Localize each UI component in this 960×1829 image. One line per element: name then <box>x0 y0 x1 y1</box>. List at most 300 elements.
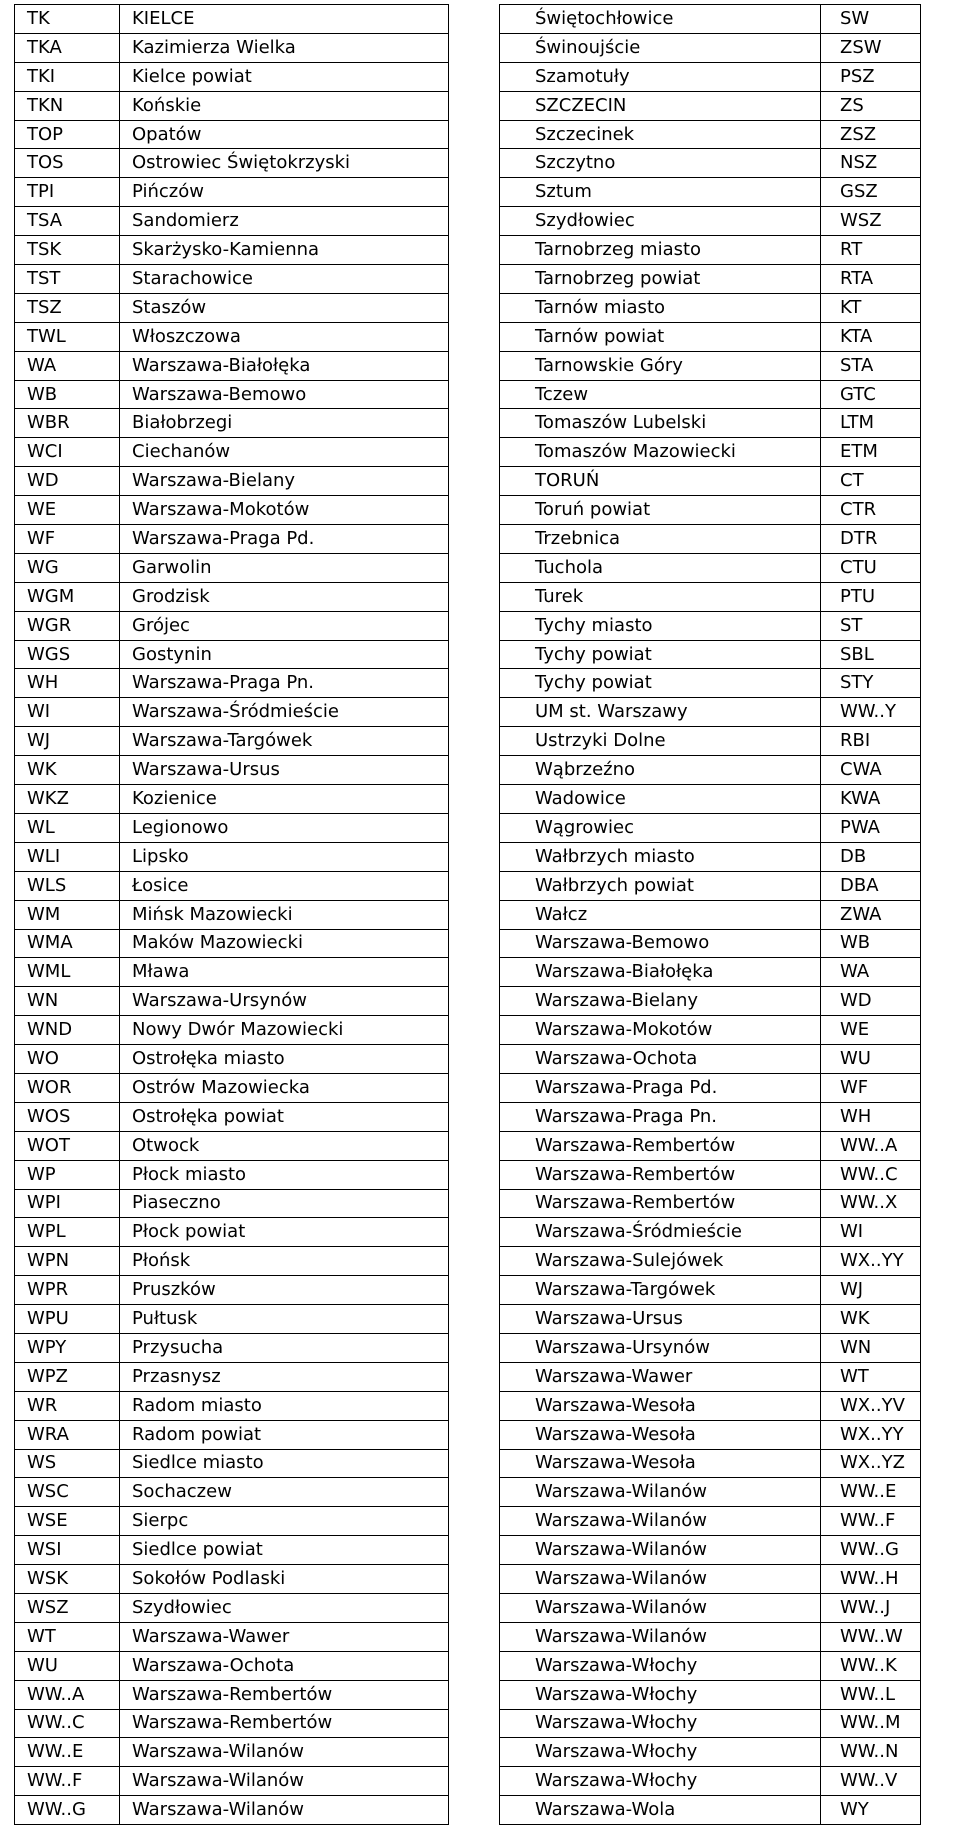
district-name-cell: Tychy miasto <box>500 611 821 640</box>
table-row <box>15 871 449 900</box>
table-row <box>15 236 449 265</box>
table-row <box>500 756 921 785</box>
plate-code-cell: WW..Y <box>821 698 921 727</box>
table-row <box>500 1565 921 1594</box>
table-row <box>500 900 921 929</box>
district-name-cell: Warszawa-Wilanów <box>500 1536 821 1565</box>
district-name-cell: Mińsk Mazowiecki <box>120 900 449 929</box>
district-name-cell: Pińczów <box>120 178 449 207</box>
table-row <box>500 207 921 236</box>
plate-code-cell: TOP <box>15 120 120 149</box>
plate-code-cell: WX..YY <box>821 1247 921 1276</box>
district-name-cell: Warszawa-Rembertów <box>120 1709 449 1738</box>
plate-code-cell: WF <box>15 525 120 554</box>
plate-code-cell: DTR <box>821 525 921 554</box>
plate-code-cell: WW..A <box>821 1131 921 1160</box>
table-row <box>15 1073 449 1102</box>
plate-code-cell: PTU <box>821 582 921 611</box>
plate-code-cell: WPL <box>15 1218 120 1247</box>
district-name-cell: Sokołów Podlaski <box>120 1565 449 1594</box>
table-row <box>15 929 449 958</box>
table-row <box>500 669 921 698</box>
district-name-cell: Tczew <box>500 380 821 409</box>
table-row <box>500 1507 921 1536</box>
table-row <box>500 33 921 62</box>
table-row <box>15 1709 449 1738</box>
district-name-cell: Warszawa-Białołęka <box>120 351 449 380</box>
district-name-cell: Grodzisk <box>120 582 449 611</box>
plate-code-cell: WGR <box>15 611 120 640</box>
table-row <box>15 727 449 756</box>
table-row <box>15 1796 449 1825</box>
plate-code-cell: WW..G <box>821 1536 921 1565</box>
table-row <box>500 1189 921 1218</box>
plate-code-cell: KWA <box>821 785 921 814</box>
district-name-cell: Świętochłowice <box>500 5 821 34</box>
table-row <box>500 1651 921 1680</box>
district-name-cell: Kozienice <box>120 785 449 814</box>
district-name-cell: Warszawa-Praga Pn. <box>500 1102 821 1131</box>
table-row <box>15 322 449 351</box>
table-row <box>500 5 921 34</box>
district-name-cell: Wałcz <box>500 900 821 929</box>
plate-code-cell: WW..L <box>821 1680 921 1709</box>
plate-code-cell: RBI <box>821 727 921 756</box>
district-name-cell: Radom miasto <box>120 1391 449 1420</box>
district-name-cell: Tomaszów Lubelski <box>500 409 821 438</box>
district-name-cell: Warszawa-Sulejówek <box>500 1247 821 1276</box>
table-row <box>500 1420 921 1449</box>
table-row <box>15 1276 449 1305</box>
table-row <box>500 293 921 322</box>
plate-code-cell: WS <box>15 1449 120 1478</box>
table-row <box>500 929 921 958</box>
plate-code-cell: WW..V <box>821 1767 921 1796</box>
district-name-cell: Wągrowiec <box>500 813 821 842</box>
plate-code-cell: WOS <box>15 1102 120 1131</box>
district-name-cell: Siedlce miasto <box>120 1449 449 1478</box>
plate-code-cell: WK <box>821 1305 921 1334</box>
plate-code-cell: TSZ <box>15 293 120 322</box>
plate-code-cell: TST <box>15 265 120 294</box>
table-row <box>500 62 921 91</box>
table-row <box>15 582 449 611</box>
plate-code-cell: RT <box>821 236 921 265</box>
table-row <box>15 1131 449 1160</box>
plate-code-cell: TKN <box>15 91 120 120</box>
plate-code-cell: WML <box>15 958 120 987</box>
table-row <box>500 842 921 871</box>
table-row <box>500 236 921 265</box>
plate-code-cell: PWA <box>821 813 921 842</box>
table-row <box>500 91 921 120</box>
table-row <box>500 409 921 438</box>
district-name-cell: Starachowice <box>120 265 449 294</box>
table-row <box>15 1362 449 1391</box>
district-name-cell: Tarnów miasto <box>500 293 821 322</box>
plate-code-cell: TSA <box>15 207 120 236</box>
plate-code-cell: CWA <box>821 756 921 785</box>
plate-code-cell: WI <box>821 1218 921 1247</box>
district-name-cell: Legionowo <box>120 813 449 842</box>
plate-code-cell: WH <box>821 1102 921 1131</box>
district-name-cell: Warszawa-Wilanów <box>500 1622 821 1651</box>
plate-code-cell: WT <box>15 1622 120 1651</box>
plate-code-cell: TPI <box>15 178 120 207</box>
district-name-cell: Warszawa-Targówek <box>500 1276 821 1305</box>
plate-code-cell: WPR <box>15 1276 120 1305</box>
district-name-cell: Warszawa-Śródmieście <box>500 1218 821 1247</box>
table-row <box>500 1016 921 1045</box>
plate-code-cell: WPZ <box>15 1362 120 1391</box>
plate-code-cell: ZS <box>821 91 921 120</box>
plate-code-cell: WU <box>15 1651 120 1680</box>
table-row <box>500 1333 921 1362</box>
table-row <box>15 958 449 987</box>
table-row <box>15 1391 449 1420</box>
district-name-cell: Nowy Dwór Mazowiecki <box>120 1016 449 1045</box>
district-name-cell: Warszawa-Mokotów <box>120 496 449 525</box>
table-row <box>500 1738 921 1767</box>
plate-code-cell: WOT <box>15 1131 120 1160</box>
plate-code-cell: GSZ <box>821 178 921 207</box>
district-name-cell: Mława <box>120 958 449 987</box>
district-name-cell: Tychy powiat <box>500 640 821 669</box>
plate-code-cell: CTU <box>821 553 921 582</box>
table-row <box>500 265 921 294</box>
plate-code-cell: WP <box>15 1160 120 1189</box>
district-name-cell: Sandomierz <box>120 207 449 236</box>
district-name-cell: Warszawa-Bemowo <box>500 929 821 958</box>
district-name-cell: Warszawa-Bemowo <box>120 380 449 409</box>
plate-code-cell: ZSW <box>821 33 921 62</box>
district-name-cell: Warszawa-Ursus <box>120 756 449 785</box>
district-name-cell: Łosice <box>120 871 449 900</box>
table-row <box>500 1247 921 1276</box>
table-row <box>500 120 921 149</box>
table-row <box>15 91 449 120</box>
table-row <box>15 987 449 1016</box>
table-row <box>15 611 449 640</box>
table-row <box>500 525 921 554</box>
left-table-body <box>15 5 449 1825</box>
table-row <box>15 1507 449 1536</box>
table-row <box>15 409 449 438</box>
plate-code-cell: WW..F <box>821 1507 921 1536</box>
plate-code-cell: WT <box>821 1362 921 1391</box>
table-row <box>15 1189 449 1218</box>
table-row <box>500 1622 921 1651</box>
plate-code-cell: DBA <box>821 871 921 900</box>
plate-code-cell: WJ <box>821 1276 921 1305</box>
district-name-cell: Warszawa-Rembertów <box>500 1131 821 1160</box>
plate-code-cell: WD <box>15 467 120 496</box>
district-name-cell: Szydłowiec <box>500 207 821 236</box>
plate-code-cell: WX..YZ <box>821 1449 921 1478</box>
plate-code-cell: WD <box>821 987 921 1016</box>
district-name-cell: Warszawa-Rembertów <box>120 1680 449 1709</box>
plate-code-cell: WSI <box>15 1536 120 1565</box>
district-name-cell: Warszawa-Wilanów <box>500 1565 821 1594</box>
district-name-cell: Ostrowiec Świętokrzyski <box>120 149 449 178</box>
table-row <box>15 33 449 62</box>
plate-code-cell: WRA <box>15 1420 120 1449</box>
table-row <box>15 698 449 727</box>
plate-code-cell: WU <box>821 1045 921 1074</box>
table-row <box>15 813 449 842</box>
district-name-cell: Warszawa-Ursynów <box>120 987 449 1016</box>
table-row <box>500 611 921 640</box>
district-name-cell: Warszawa-Śródmieście <box>120 698 449 727</box>
district-name-cell: Warszawa-Włochy <box>500 1767 821 1796</box>
plate-code-cell: WGM <box>15 582 120 611</box>
table-row <box>15 1045 449 1074</box>
plate-code-cell: WI <box>15 698 120 727</box>
table-row <box>500 958 921 987</box>
district-name-cell: Warszawa-Wawer <box>120 1622 449 1651</box>
plate-code-cell: STY <box>821 669 921 698</box>
district-name-cell: Sochaczew <box>120 1478 449 1507</box>
table-row <box>500 496 921 525</box>
district-name-cell: Warszawa-Wawer <box>500 1362 821 1391</box>
plate-code-cell: WW..M <box>821 1709 921 1738</box>
table-row <box>15 207 449 236</box>
district-name-cell: Wadowice <box>500 785 821 814</box>
plate-code-cell: WPY <box>15 1333 120 1362</box>
plate-code-cell: KTA <box>821 322 921 351</box>
district-name-cell: Warszawa-Włochy <box>500 1738 821 1767</box>
table-row <box>500 1073 921 1102</box>
district-name-cell: Warszawa-Wilanów <box>120 1738 449 1767</box>
plate-code-cell: NSZ <box>821 149 921 178</box>
plate-code-cell: WPI <box>15 1189 120 1218</box>
plate-code-cell: WX..YY <box>821 1420 921 1449</box>
plate-code-cell: WB <box>15 380 120 409</box>
district-name-cell: Białobrzegi <box>120 409 449 438</box>
plate-code-cell: WPU <box>15 1305 120 1334</box>
district-name-cell: Wałbrzych miasto <box>500 842 821 871</box>
district-name-cell: Gostynin <box>120 640 449 669</box>
plate-code-cell: WPN <box>15 1247 120 1276</box>
table-row <box>15 525 449 554</box>
district-name-cell: Pruszków <box>120 1276 449 1305</box>
table-row <box>15 756 449 785</box>
district-name-cell: Siedlce powiat <box>120 1536 449 1565</box>
plate-code-cell: WR <box>15 1391 120 1420</box>
table-row <box>500 1102 921 1131</box>
plate-code-cell: WW..N <box>821 1738 921 1767</box>
district-name-cell: Toruń powiat <box>500 496 821 525</box>
table-row <box>15 1478 449 1507</box>
plate-code-cell: WL <box>15 813 120 842</box>
district-name-cell: Szydłowiec <box>120 1593 449 1622</box>
right-registration-table <box>499 4 921 1825</box>
district-name-cell: Szamotuły <box>500 62 821 91</box>
district-name-cell: Garwolin <box>120 553 449 582</box>
district-name-cell: Warszawa-Wilanów <box>120 1796 449 1825</box>
table-row <box>15 1738 449 1767</box>
table-row <box>500 987 921 1016</box>
district-name-cell: Ostrołęka miasto <box>120 1045 449 1074</box>
district-name-cell: Ostrołęka powiat <box>120 1102 449 1131</box>
plate-code-cell: WE <box>821 1016 921 1045</box>
right-table-body <box>500 5 921 1825</box>
district-name-cell: Tomaszów Mazowiecki <box>500 438 821 467</box>
table-row <box>500 149 921 178</box>
table-row <box>15 1305 449 1334</box>
table-row <box>15 900 449 929</box>
district-name-cell: Płock miasto <box>120 1160 449 1189</box>
district-name-cell: Turek <box>500 582 821 611</box>
district-name-cell: Warszawa-Wilanów <box>500 1593 821 1622</box>
district-name-cell: Warszawa-Wesoła <box>500 1391 821 1420</box>
table-row <box>500 871 921 900</box>
district-name-cell: Warszawa-Rembertów <box>500 1160 821 1189</box>
district-name-cell: Wąbrzeźno <box>500 756 821 785</box>
district-name-cell: TORUŃ <box>500 467 821 496</box>
district-name-cell: Warszawa-Praga Pd. <box>120 525 449 554</box>
table-row <box>500 438 921 467</box>
plate-code-cell: TKA <box>15 33 120 62</box>
plate-code-cell: WA <box>15 351 120 380</box>
district-name-cell: Tychy powiat <box>500 669 821 698</box>
table-row <box>500 1449 921 1478</box>
plate-code-cell: PSZ <box>821 62 921 91</box>
table-row <box>500 698 921 727</box>
plate-code-cell: TKI <box>15 62 120 91</box>
plate-code-cell: CT <box>821 467 921 496</box>
table-row <box>15 553 449 582</box>
table-row <box>15 380 449 409</box>
table-row <box>500 1767 921 1796</box>
table-row <box>500 1796 921 1825</box>
plate-code-cell: WW..J <box>821 1593 921 1622</box>
plate-code-cell: WW..F <box>15 1767 120 1796</box>
table-row <box>500 1218 921 1247</box>
plate-code-cell: WW..C <box>15 1709 120 1738</box>
district-name-cell: Warszawa-Wilanów <box>500 1478 821 1507</box>
district-name-cell: Warszawa-Wesoła <box>500 1449 821 1478</box>
district-name-cell: Sztum <box>500 178 821 207</box>
district-name-cell: Ciechanów <box>120 438 449 467</box>
plate-code-cell: STA <box>821 351 921 380</box>
table-row <box>500 1478 921 1507</box>
plate-code-cell: DB <box>821 842 921 871</box>
table-row <box>15 1218 449 1247</box>
table-row <box>500 1709 921 1738</box>
table-row <box>15 178 449 207</box>
district-name-cell: Warszawa-Wola <box>500 1796 821 1825</box>
plate-code-cell: WN <box>15 987 120 1016</box>
plate-code-cell: KT <box>821 293 921 322</box>
district-name-cell: Końskie <box>120 91 449 120</box>
plate-code-cell: WGS <box>15 640 120 669</box>
district-name-cell: Tarnów powiat <box>500 322 821 351</box>
table-row <box>15 438 449 467</box>
table-row <box>500 1536 921 1565</box>
district-name-cell: Świnoujście <box>500 33 821 62</box>
district-name-cell: Tarnobrzeg miasto <box>500 236 821 265</box>
table-row <box>500 553 921 582</box>
table-row <box>15 1622 449 1651</box>
district-name-cell: Płock powiat <box>120 1218 449 1247</box>
district-name-cell: KIELCE <box>120 5 449 34</box>
table-row <box>15 1247 449 1276</box>
table-row <box>15 351 449 380</box>
district-name-cell: Warszawa-Wilanów <box>120 1767 449 1796</box>
plate-code-cell: RTA <box>821 265 921 294</box>
table-row <box>15 496 449 525</box>
district-name-cell: Warszawa-Bielany <box>120 467 449 496</box>
plate-code-cell: TWL <box>15 322 120 351</box>
district-name-cell: Warszawa-Ursus <box>500 1305 821 1334</box>
district-name-cell: Skarżysko-Kamienna <box>120 236 449 265</box>
district-name-cell: Tarnowskie Góry <box>500 351 821 380</box>
plate-code-cell: WA <box>821 958 921 987</box>
district-name-cell: Staszów <box>120 293 449 322</box>
district-name-cell: Warszawa-Białołęka <box>500 958 821 987</box>
district-name-cell: Trzebnica <box>500 525 821 554</box>
district-name-cell: Szczytno <box>500 149 821 178</box>
plate-code-cell: LTM <box>821 409 921 438</box>
table-row <box>15 1333 449 1362</box>
table-row <box>15 5 449 34</box>
plate-code-cell: WG <box>15 553 120 582</box>
table-row <box>500 467 921 496</box>
district-name-cell: Kielce powiat <box>120 62 449 91</box>
table-row <box>500 582 921 611</box>
plate-code-cell: GTC <box>821 380 921 409</box>
plate-code-cell: WB <box>821 929 921 958</box>
plate-code-cell: WND <box>15 1016 120 1045</box>
district-name-cell: Warszawa-Ursynów <box>500 1333 821 1362</box>
table-row <box>500 380 921 409</box>
table-row <box>15 1536 449 1565</box>
plate-code-cell: WKZ <box>15 785 120 814</box>
district-name-cell: Grójec <box>120 611 449 640</box>
table-row <box>500 322 921 351</box>
plate-code-cell: WW..E <box>821 1478 921 1507</box>
plate-code-cell: WMA <box>15 929 120 958</box>
plate-code-cell: TK <box>15 5 120 34</box>
plate-code-cell: WW..K <box>821 1651 921 1680</box>
table-row <box>15 1449 449 1478</box>
plate-code-cell: SW <box>821 5 921 34</box>
district-name-cell: Lipsko <box>120 842 449 871</box>
district-name-cell: SZCZECIN <box>500 91 821 120</box>
table-row <box>500 1391 921 1420</box>
table-row <box>500 1593 921 1622</box>
plate-code-cell: WJ <box>15 727 120 756</box>
table-row <box>15 149 449 178</box>
table-row <box>500 1680 921 1709</box>
table-row <box>15 62 449 91</box>
district-name-cell: Sierpc <box>120 1507 449 1536</box>
table-row <box>15 785 449 814</box>
plate-code-cell: WX..YV <box>821 1391 921 1420</box>
district-name-cell: Warszawa-Włochy <box>500 1651 821 1680</box>
district-name-cell: Warszawa-Targówek <box>120 727 449 756</box>
district-name-cell: Ostrów Mazowiecka <box>120 1073 449 1102</box>
district-name-cell: Opatów <box>120 120 449 149</box>
plate-code-cell: WSC <box>15 1478 120 1507</box>
table-row <box>500 813 921 842</box>
table-row <box>500 1045 921 1074</box>
plate-code-cell: WLI <box>15 842 120 871</box>
district-name-cell: Warszawa-Wesoła <box>500 1420 821 1449</box>
district-name-cell: Maków Mazowiecki <box>120 929 449 958</box>
plate-code-cell: WN <box>821 1333 921 1362</box>
